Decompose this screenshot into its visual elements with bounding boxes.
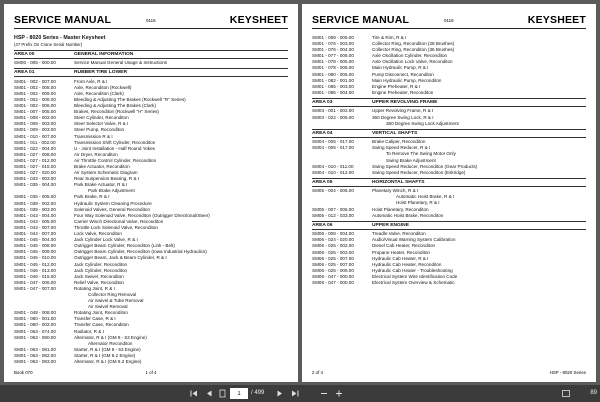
keysheet-description: Hydraulic Cab Heater, Reconditon xyxy=(372,261,442,267)
keysheet-code: SM01 - 022 - 004.00 xyxy=(14,145,56,151)
keysheet-description: Brake Caliper, Reconditon xyxy=(372,139,426,145)
keysheet-code: SM01 - 063 - 083.00 xyxy=(14,359,56,364)
keysheet-description: Swing Speed Reducer, Reconditon (Gear Products) xyxy=(372,163,478,169)
area-label: AREA 00 xyxy=(14,51,35,57)
keysheet-row xyxy=(312,121,586,127)
page-header xyxy=(312,13,586,29)
keysheet-description: Radiator, R & I xyxy=(74,328,104,334)
keysheet-description: To Remove The Swing Motor Only xyxy=(386,151,456,157)
keysheet-title: HSP - 8020 Series - Master Keysheet xyxy=(14,35,106,41)
first-page-icon xyxy=(188,388,200,399)
area-header-03 xyxy=(312,98,586,107)
header-doc: KEYSHEET xyxy=(229,14,288,26)
keysheet-row xyxy=(312,213,586,219)
first-page-button[interactable] xyxy=(188,388,200,399)
keysheet-description: Axle, Reconditon (Rockwell) xyxy=(74,84,132,90)
keysheet-description: Starter, R & I (GM 8 - 53 Engine) xyxy=(74,346,141,352)
fit-page-icon xyxy=(560,388,572,399)
keysheet-code: SM01 - 027 - 012.00 xyxy=(14,157,56,163)
keysheet-description: Engine Preheater, Reconditon xyxy=(372,89,434,95)
keysheet-description: Collector Ring Removal xyxy=(88,291,137,297)
keysheet-code: SM01 - 045 - 008.00 xyxy=(14,243,56,249)
keysheet-code: SM01 - 069 - 005.00 xyxy=(312,35,354,40)
area-03-rows xyxy=(312,108,586,126)
keysheet-description: Electrical System Overview & Schematic xyxy=(372,280,455,285)
keysheet-description: Lock Valve, Reconditon xyxy=(74,231,122,237)
keysheet-description: Outrigger Beam Cylinder, Reconditon (Link - Belt) xyxy=(74,243,175,249)
area-name: UPPER REVOLVING FRAME xyxy=(372,99,438,105)
keysheet-description: Automatic Hoist Brake, Reconditon xyxy=(372,212,444,218)
keysheet-code: SM01 - 002 - 008.00 xyxy=(14,84,56,90)
area-label: AREA 01 xyxy=(14,70,35,76)
keysheet-code: SM04 - 010 - 011.00 xyxy=(312,163,354,169)
keysheet-code: SM01 - 076 - 003.00 xyxy=(312,41,354,47)
keysheet-code: SM01 - 009 - 003.00 xyxy=(14,127,56,133)
keysheet-code: SM04 - 010 - 012.00 xyxy=(312,169,354,175)
area-label: AREA 06 xyxy=(312,222,333,228)
area-01-rows xyxy=(14,79,288,365)
keysheet-code: SM01 - 035 - 004.00 xyxy=(14,182,56,188)
keysheet-code: SM01 - 011 - 002.00 xyxy=(14,139,56,145)
keysheet-description: Upper Revolving Frame, R & I xyxy=(372,108,434,114)
header-code: 0116 xyxy=(146,18,156,23)
keysheet-description: Air Swivel & Tube Removal xyxy=(88,298,144,304)
keysheet-code: SM01 - 043 - 004.00 xyxy=(14,212,56,218)
keysheet-description: Steer Pump, Reconditon xyxy=(74,127,125,133)
page-header xyxy=(14,13,288,29)
zoom-out-button[interactable] xyxy=(318,388,330,399)
keysheet-description: Axle Oscillation Cylinder, Reconditon xyxy=(372,53,448,59)
keysheet-description: Transmission R & I xyxy=(74,133,113,139)
keysheet-code: SM04 - 005 - 017.00 xyxy=(312,145,354,151)
keysheet-code: SM01 - 002 - 007.00 xyxy=(14,78,56,84)
keysheet-description: Rotating Joint, Reconditon xyxy=(74,310,128,316)
keysheet-subtitle: (47 Prefix On Crane Serial Number) xyxy=(14,41,83,47)
zoom-level[interactable]: 89 xyxy=(590,390,597,396)
keysheet-description: Air Dryer, Reconditon xyxy=(74,151,118,157)
keysheet-description: Main Hydraulic Pump, R & I xyxy=(372,65,429,71)
keysheet-description: Transfer Case, R & I xyxy=(74,316,116,322)
keysheet-description: Solenoid Valves, General Reconditon xyxy=(74,206,151,212)
keysheet-description: Transfer Case, Reconditon xyxy=(74,322,129,328)
keysheet-description: Throttle Lock Solenoid Valve, Reconditon xyxy=(74,224,158,230)
keysheet-code: SM03 - 001 - 002.00 xyxy=(312,108,354,114)
keysheet-description: Collector Ring, Reconditon (36 Brushes) xyxy=(372,47,455,53)
page-total: / 499 xyxy=(251,390,265,396)
keysheet-code: SM01 - 048 - 008.00 xyxy=(14,310,56,316)
keysheet-code: SM01 - 080 - 006.00 xyxy=(312,71,354,77)
area-name: HORIZONTAL SHAFTS xyxy=(372,179,425,185)
keysheet-description: Brakes, Reconditon (Rockwell "H" Series) xyxy=(74,109,159,115)
page-footer xyxy=(312,370,586,377)
page-1 xyxy=(4,4,298,382)
keysheet-description: Relief Valve, Reconditon xyxy=(74,279,124,285)
keysheet-code: SM01 - 010 - 007.00 xyxy=(14,133,56,139)
keysheet-code: SM06 - 025 - 007.00 xyxy=(312,261,354,267)
area-01-rows-continued xyxy=(312,35,586,96)
keysheet-row xyxy=(312,90,586,96)
keysheet-description: Bleeding & Adjusting The Brakes (Rockwell "R" Series) xyxy=(74,96,186,102)
keysheet-code: SM01 - 045 - 012.00 xyxy=(14,261,56,267)
keysheet-description: Service Manual General Usage & Instructions xyxy=(74,60,167,66)
last-page-button[interactable] xyxy=(289,388,301,399)
keysheet-description: Steer Cylinder, Reconditon xyxy=(74,115,129,121)
keysheet-code: SM01 - 076 - 004.00 xyxy=(312,47,354,53)
keysheet-description: 360 Degree Swing Lock, R & I xyxy=(372,114,434,120)
keysheet-content xyxy=(312,35,586,286)
footer-book: Book 070 xyxy=(14,370,33,375)
keysheet-description: Jack Cylinder Lock Valve, R & I xyxy=(74,237,138,243)
footer-series: HSP - 8020 Series xyxy=(549,370,586,375)
keysheet-description: Air Swivel Removal xyxy=(88,304,128,310)
header-title: SERVICE MANUAL xyxy=(14,14,112,26)
page-nav-button[interactable] xyxy=(217,388,228,399)
keysheet-code: SM01 - 077 - 006.00 xyxy=(312,53,354,59)
keysheet-code: SM01 - 039 - 003.00 xyxy=(14,206,56,212)
keysheet-description: Hydraulic Cab Heater - Troubleshooting xyxy=(372,267,453,273)
keysheet-code: SM06 - 025 - 009.00 xyxy=(312,267,354,273)
zoom-out-icon xyxy=(318,388,330,399)
keysheet-description: Rear Suspension Bearing, R & I xyxy=(74,176,140,182)
keysheet-code: SM01 - 085 - 003.00 xyxy=(312,83,354,89)
keysheet-description: Collector Ring, Reconditon (28 Brushes) xyxy=(372,41,455,47)
area-name: GENERAL INFORMATION xyxy=(74,51,134,57)
area-header-00 xyxy=(14,50,288,59)
keysheet-description: Four Way Solenoid Valve, Reconditon (Outrigger Directional/Steer) xyxy=(74,212,210,218)
keysheet-code: SM06 - 025 - 002.00 xyxy=(312,243,354,249)
keysheet-description: Transmission Shift Cylinder, Reconditon xyxy=(74,139,156,145)
keysheet-code: SM01 - 046 - 013.00 xyxy=(14,267,56,273)
keysheet-description: Alternator, R & I (GM 8.2 Engine) xyxy=(74,359,142,364)
keysheet-code: SM05 - 007 - 006.00 xyxy=(312,206,354,212)
area-label: AREA 03 xyxy=(312,99,333,105)
keysheet-code: SM01 - 027 - 015.00 xyxy=(14,164,56,169)
keysheet-description: Hoist Planetary, Reconditon xyxy=(372,206,429,212)
keysheet-content xyxy=(14,35,288,365)
keysheet-description: Air System Schematic Diagram xyxy=(74,170,138,176)
page-icon xyxy=(217,388,228,399)
keysheet-code: SM01 - 078 - 005.00 xyxy=(312,59,354,65)
keysheet-code: SM06 - 024 - 020.00 xyxy=(312,237,354,243)
keysheet-code: SM01 - 045 - 010.00 xyxy=(14,255,56,261)
keysheet-code: SM06 - 025 - 003.00 xyxy=(312,249,354,255)
keysheet-description: Swing Speed Reducer, Reconditon (Eskridge) xyxy=(372,169,466,175)
keysheet-code: SM04 - 005 - 017.00 xyxy=(312,139,354,145)
header-title: SERVICE MANUAL xyxy=(312,14,410,26)
keysheet-code: SM06 - 008 - 004.00 xyxy=(312,231,354,237)
keysheet-code: SM01 - 002 - 006.00 xyxy=(14,103,56,109)
keysheet-description: Jack Cylinder, Reconditon xyxy=(74,267,128,273)
keysheet-code: SM01 - 043 - 007.00 xyxy=(14,224,56,230)
keysheet-code: SM01 - 043 - 005.00 xyxy=(14,218,56,224)
keysheet-description: Park Brake Actuator, R & I xyxy=(74,182,128,188)
keysheet-description: Jack Cylinder, Reconditon xyxy=(74,261,128,267)
keysheet-description: Pump Disconnect, Reconditon xyxy=(372,71,434,77)
keysheet-description: Hydraulic System Cleaning Procedure xyxy=(74,200,152,206)
area-header-05 xyxy=(312,178,586,187)
keysheet-row xyxy=(14,60,288,66)
keysheet-description: Hoist Planetary, R & I xyxy=(396,200,440,206)
keysheet-code: SM01 - 039 - 002.00 xyxy=(14,200,56,206)
keysheet-code xyxy=(312,121,372,127)
header-code: 0116 xyxy=(444,18,454,23)
keysheet-description: Axle Oscillation Lock Valve, Reconditon xyxy=(372,59,453,65)
keysheet-code: SM01 - 060 - 001.00 xyxy=(14,316,56,322)
page-2 xyxy=(302,4,596,382)
header-doc: KEYSHEET xyxy=(527,14,586,26)
page-footer xyxy=(14,370,288,377)
keysheet-description: Park Brake, R & I xyxy=(74,194,110,200)
keysheet-code: SM01 - 063 - 081.00 xyxy=(14,346,56,352)
page-number-input[interactable] xyxy=(230,388,248,399)
keysheet-description: Diesel Cab Heater, Reconditon xyxy=(372,243,436,249)
keysheet-description: Jack Swivel, Reconditon xyxy=(74,273,124,279)
keysheet-description: Treadle Valve, Reconditon xyxy=(372,231,426,237)
last-page-icon xyxy=(289,388,301,399)
keysheet-code: SM01 - 078 - 006.00 xyxy=(312,65,354,71)
keysheet-description: Propane Heater, Reconditon xyxy=(372,249,430,255)
keysheet-description: Steer Selector Valve, R & I xyxy=(74,121,129,127)
keysheet-description: Hydraulic Cab Heater, R & I xyxy=(372,255,429,261)
area-label: AREA 05 xyxy=(312,179,333,185)
keysheet-description: 360 Degree Swing Lock Adjustment xyxy=(386,120,459,126)
zoom-in-icon xyxy=(333,388,345,399)
area-04-rows xyxy=(312,139,586,176)
keysheet-code: SM01 - 027 - 020.00 xyxy=(14,170,56,176)
prev-page-button[interactable] xyxy=(203,388,215,399)
keysheet-description: Planetary Winch, R & I xyxy=(372,188,419,194)
keysheet-description: Starter, R & I (GM 8.2 Engine) xyxy=(74,352,136,358)
keysheet-description: Air Throttle Control Cylinder, Reconditon xyxy=(74,157,157,163)
area-name: RUBBER TIRE LOWER xyxy=(74,70,127,76)
keysheet-code: SM01 - 044 - 007.00 xyxy=(14,231,56,237)
keysheet-code: SM01 - 047 - 006.00 xyxy=(14,279,56,285)
keysheet-code: SM00 - 005 - 000.00 xyxy=(14,60,56,66)
keysheet-code: SM01 - 063 - 074.00 xyxy=(14,328,56,334)
keysheet-code: SM03 - 022 - 006.00 xyxy=(312,114,354,120)
keysheet-code: SM01 - 082 - 001.00 xyxy=(312,77,354,83)
keysheet-description: Swing Brake Adjustment xyxy=(386,157,436,163)
area-06-rows xyxy=(312,231,586,286)
keysheet-description: U - Joint Installation - Half Round Yokes xyxy=(74,145,155,151)
keysheet-description: Outrigger Beam Cylinder, Reconditon (Iowa Industrial Hydraulics) xyxy=(74,249,207,255)
keysheet-row xyxy=(312,280,586,286)
keysheet-description: Alternator, R & I (GM 8 - 53 Engine) xyxy=(74,334,147,340)
keysheet-code: SM01 - 002 - 006.00 xyxy=(14,96,56,102)
keysheet-code: SM05 - 004 - 006.00 xyxy=(312,188,354,194)
keysheet-code: SM01 - 063 - 080.00 xyxy=(14,334,56,340)
keysheet-description: Automatic Hoist Brake, R & I xyxy=(396,194,455,200)
zoom-in-button[interactable] xyxy=(333,388,345,399)
fit-page-button[interactable] xyxy=(560,388,572,399)
keysheet-description: Tire & Rim, R & I xyxy=(372,35,407,40)
keysheet-code: SM06 - 047 - 000.00 xyxy=(312,280,354,285)
keysheet-code: SM01 - 007 - 005.00 xyxy=(14,109,56,115)
keysheet-description: Electrical System Wire Identification Code xyxy=(372,273,458,279)
keysheet-description: Brake Actuator, Reconditon xyxy=(74,164,130,169)
keysheet-code: SM01 - 002 - 009.00 xyxy=(14,90,56,96)
keysheet-row xyxy=(14,359,288,365)
keysheet-code: SM06 - 047 - 000.00 xyxy=(312,273,354,279)
footer-page-number: 1 of 4 xyxy=(145,370,157,375)
area-header-06 xyxy=(312,221,586,230)
keysheet-description: Engine Preheater, R & I xyxy=(372,83,421,89)
keysheet-description: Swing Speed Reducer, R & I xyxy=(372,145,431,151)
keysheet-description: Bleeding & Adjusting The Brakes (Clark) xyxy=(74,103,156,109)
keysheet-description: Carrier Winch Directional Valve, Reconditon xyxy=(74,218,164,224)
area-05-rows xyxy=(312,188,586,218)
arrow-left-icon xyxy=(203,388,215,399)
keysheet-code: SM01 - 027 - 008.00 xyxy=(14,151,56,157)
keysheet-description: Rotating Joint, R & I xyxy=(74,285,115,291)
keysheet-description: Axle, Reconditon (Clark) xyxy=(74,90,124,96)
keysheet-code: SM01 - 035 - 005.00 xyxy=(14,194,56,200)
keysheet-code: SM01 - 045 - 004.00 xyxy=(14,237,56,243)
keysheet-code: SM01 - 046 - 015.00 xyxy=(14,273,56,279)
area-header-01 xyxy=(14,68,288,77)
keysheet-description: Alternator Reconditon xyxy=(88,340,133,346)
keysheet-code: SM01 - 047 - 007.00 xyxy=(14,285,56,291)
next-page-button[interactable] xyxy=(274,388,286,399)
keysheet-description: Audio/Visual Warning System Calibration xyxy=(372,237,456,243)
area-name: VERTICAL SHAFTS xyxy=(372,130,418,136)
keysheet-row xyxy=(312,170,586,176)
keysheet-code: SM01 - 060 - 002.00 xyxy=(14,322,56,328)
area-label: AREA 04 xyxy=(312,130,333,136)
keysheet-code: SM01 - 085 - 004.00 xyxy=(312,89,354,95)
keysheet-description: Park Brake Adjustment xyxy=(88,188,135,194)
keysheet-code: SM06 - 025 - 007.00 xyxy=(312,255,354,261)
area-00-rows xyxy=(14,60,288,66)
keysheet-description: Front Axle, R & I xyxy=(74,78,108,84)
keysheet-description: Main Hydraulic Pump, Reconditon xyxy=(372,77,442,83)
arrow-right-icon xyxy=(274,388,286,399)
keysheet-code: SM05 - 012 - 033.00 xyxy=(312,212,354,218)
keysheet-code: SM01 - 033 - 003.00 xyxy=(14,176,56,182)
viewer-toolbar xyxy=(0,385,600,402)
keysheet-code: SM01 - 008 - 002.00 xyxy=(14,115,56,121)
keysheet-code: SM01 - 045 - 009.00 xyxy=(14,249,56,255)
footer-page-number: 2 of 4 xyxy=(312,370,323,375)
keysheet-code: SM01 - 009 - 003.00 xyxy=(14,121,56,127)
area-header-04 xyxy=(312,129,586,138)
keysheet-description: Outrigger Beam, Jack & Beam Cylinder, R & I xyxy=(74,255,167,261)
keysheet-code: SM01 - 063 - 082.00 xyxy=(14,352,56,358)
area-name: UPPER ENGINE xyxy=(372,222,409,228)
